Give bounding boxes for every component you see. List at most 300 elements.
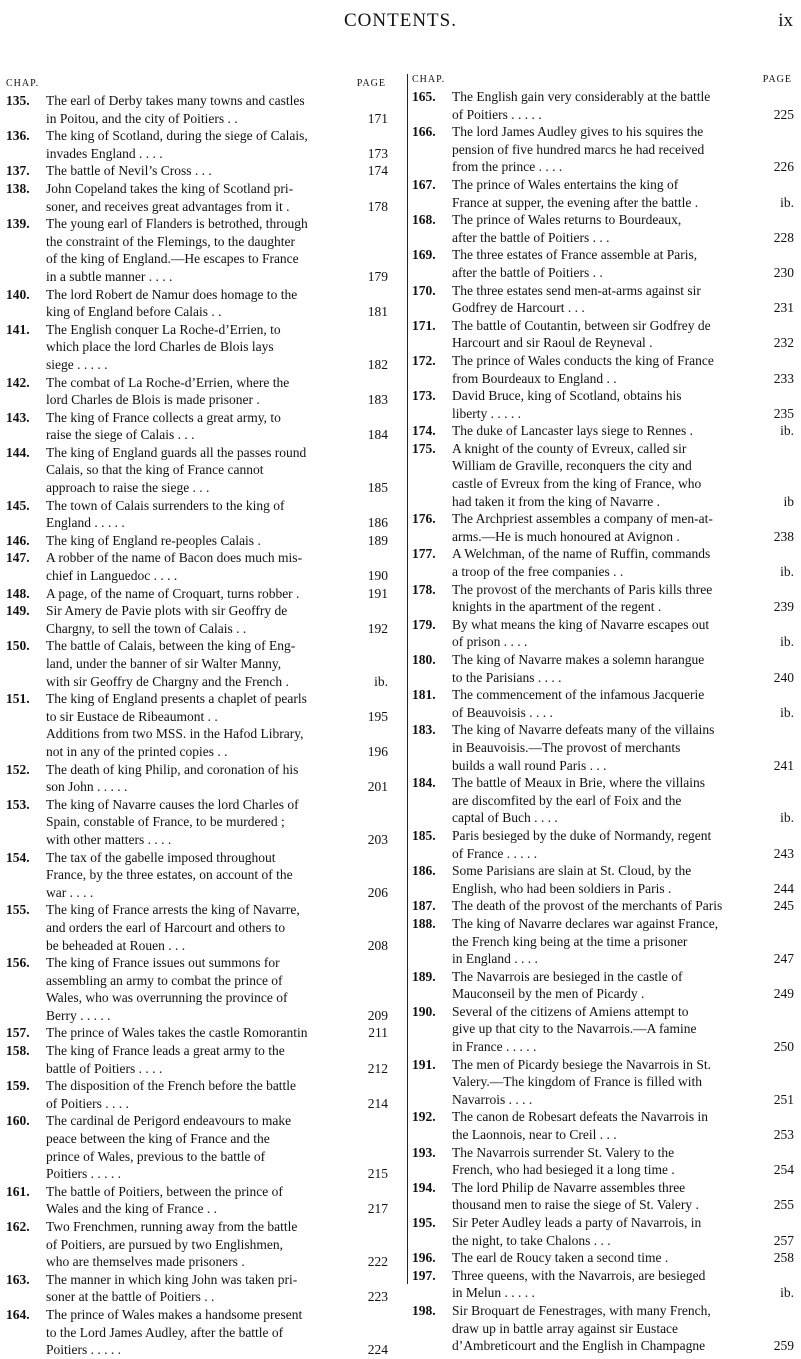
entry-page: 215	[367, 1166, 388, 1182]
entry-text: Mauconseil by the men of Picardy .	[452, 986, 645, 1002]
entry-page: 195	[367, 708, 388, 724]
entry-text: in Melun . . . . .	[452, 1285, 535, 1301]
chapter-number: 154.	[6, 849, 30, 865]
entry-page: ib.	[780, 810, 794, 826]
entry-page: 228	[773, 229, 794, 245]
entry-text: approach to raise the siege . . .	[46, 480, 210, 496]
toc-entry	[412, 862, 798, 897]
chapter-number: 179.	[412, 616, 436, 632]
entry-text: d’Ambreticourt and the English in Champagne	[452, 1338, 706, 1354]
entry-text: captal of Buch . . . .	[452, 810, 558, 826]
entry-text: prince of Wales, previous to the battle of	[46, 1148, 266, 1164]
page-header	[0, 10, 801, 40]
toc-entry	[6, 690, 392, 725]
entry-page: 222	[367, 1254, 388, 1270]
chapter-number: 184.	[412, 775, 436, 791]
entry-text: The Navarrois surrender St. Valery to the	[452, 1144, 675, 1160]
entry-page: 196	[367, 743, 388, 759]
entry-page: 257	[773, 1232, 794, 1248]
chapter-number: 185.	[412, 827, 436, 843]
toc-entry	[412, 246, 798, 281]
entry-text: The king of France collects a great army, to	[46, 409, 281, 425]
toc-entry	[412, 1108, 798, 1143]
entry-text: The town of Calais surrenders to the king of	[46, 497, 285, 513]
entry-text: Additions from two MSS. in the Hafod Library,	[46, 726, 304, 742]
entry-text: The king of France leads a great army to the	[46, 1043, 285, 1059]
chapter-number: 165.	[412, 89, 436, 104]
entry-text: of Poitiers . . . .	[46, 1095, 129, 1111]
page-label: PAGE	[762, 74, 792, 85]
chapter-number: 183.	[412, 722, 436, 738]
entry-text: thousand men to raise the siege of St. Valery .	[452, 1197, 699, 1213]
entry-page: 244	[773, 880, 794, 896]
entry-text: The prince of Wales takes the castle Romorantin	[46, 1025, 308, 1041]
toc-entry	[6, 1112, 392, 1182]
chapter-number: 167.	[412, 176, 436, 192]
toc-entry	[6, 1271, 392, 1306]
entry-text: of the king of England.—He escapes to France	[46, 251, 299, 267]
chapter-number: 197.	[412, 1267, 436, 1283]
entry-text: raise the siege of Calais . . .	[46, 427, 195, 443]
chapter-number: 140.	[6, 286, 30, 302]
entry-text: Spain, constable of France, to be murdered ;	[46, 814, 285, 830]
entry-page: 186	[367, 515, 388, 531]
chapter-number: 164.	[6, 1306, 30, 1322]
entry-page: 214	[367, 1095, 388, 1111]
entry-text: The king of England guards all the passes round	[46, 444, 307, 460]
left-column-header	[6, 78, 392, 92]
chapter-number: 143.	[6, 409, 30, 425]
toc-entry	[412, 88, 798, 123]
toc-entry	[412, 211, 798, 246]
entry-text: Chargny, to sell the town of Calais . .	[46, 620, 247, 636]
entry-text: The Navarrois are besieged in the castle of	[452, 968, 683, 984]
entry-text: from Bourdeaux to England . .	[452, 370, 617, 386]
entry-text: are discomfited by the earl of Foix and the	[452, 792, 682, 808]
entry-text: The king of Navarre declares war against France,	[452, 915, 719, 931]
entry-text: to the Parisians . . . .	[452, 669, 562, 685]
entry-text: battle of Poitiers . . . .	[46, 1060, 163, 1076]
toc-entry	[412, 317, 798, 352]
entry-text: arms.—He is much honoured at Avignon .	[452, 528, 680, 544]
entry-text: The prince of Wales returns to Bourdeaux,	[452, 212, 682, 228]
chapter-number: 137.	[6, 163, 30, 179]
left-column	[6, 78, 392, 1359]
entry-text: soner at the battle of Poitiers . .	[46, 1289, 215, 1305]
entry-page: 209	[367, 1007, 388, 1023]
entry-text: The tax of the gabelle imposed throughout	[46, 849, 276, 865]
entry-text: Poitiers . . . . .	[46, 1342, 122, 1358]
entry-page: 173	[367, 145, 388, 161]
entry-page: 231	[773, 300, 794, 316]
chapter-number: 159.	[6, 1078, 30, 1094]
toc-entry	[412, 1302, 798, 1355]
entry-text: with sir Geoffry de Chargny and the French .	[46, 673, 289, 689]
entry-text: in France . . . . .	[452, 1039, 537, 1055]
entry-text: The English conquer La Roche-d’Errien, to	[46, 321, 281, 337]
entry-text: The canon de Robesart defeats the Navarrois in	[452, 1109, 709, 1125]
page-number: ix	[778, 10, 793, 31]
entry-text: in Poitou, and the city of Poitiers . .	[46, 110, 238, 126]
entry-page: 251	[773, 1091, 794, 1107]
entry-text: The disposition of the French before the battle	[46, 1078, 297, 1094]
toc-entry	[6, 162, 392, 180]
entry-text: Harcourt and sir Raoul de Reyneval .	[452, 335, 653, 351]
entry-text: in England . . . .	[452, 951, 538, 967]
entry-text: invades England . . . .	[46, 145, 163, 161]
toc-entry	[412, 1214, 798, 1249]
entry-text: A Welchman, of the name of Ruffin, commands	[452, 546, 711, 562]
toc-entry	[6, 497, 392, 532]
chapter-number: 162.	[6, 1219, 30, 1234]
chapter-number: 194.	[412, 1179, 436, 1195]
entry-text: Two Frenchmen, running away from the battle	[46, 1219, 298, 1234]
chapter-number: 193.	[412, 1144, 436, 1160]
chapter-number: 149.	[6, 603, 30, 619]
toc-entry	[412, 440, 798, 510]
entry-text: king of England before Calais . .	[46, 304, 222, 320]
toc-entry	[6, 849, 392, 902]
entry-text: of France . . . . .	[452, 845, 538, 861]
entry-text: Wales, who was overrunning the province of	[46, 990, 288, 1006]
entry-page: 250	[773, 1039, 794, 1055]
entry-text: The prince of Wales entertains the king of	[452, 176, 679, 192]
entry-page: 223	[367, 1289, 388, 1305]
entry-text: The battle of Nevil’s Cross . . .	[46, 163, 212, 179]
chapter-number: 188.	[412, 915, 436, 931]
toc-entry	[6, 585, 392, 603]
entry-text: The prince of Wales conducts the king of France	[452, 352, 714, 368]
toc-entry	[412, 1179, 798, 1214]
chapter-number: 176.	[412, 511, 436, 527]
entry-text: of Poitiers . . . . .	[452, 106, 542, 122]
entry-page: 241	[773, 757, 794, 773]
entry-page: 245	[773, 898, 794, 914]
chapter-number: 173.	[412, 388, 436, 404]
entry-text: liberty . . . . .	[452, 405, 521, 421]
entry-page: ib.	[780, 564, 794, 580]
entry-text: from the prince . . . .	[452, 159, 563, 175]
chapter-number: 187.	[412, 898, 436, 914]
chapter-number: 168.	[412, 212, 436, 228]
entry-text: William de Graville, reconquers the city and	[452, 458, 692, 474]
toc-entry	[6, 901, 392, 954]
entry-text: to sir Eustace de Ribeaumont . .	[46, 708, 218, 724]
entry-text: Poitiers . . . . .	[46, 1166, 122, 1182]
entry-text: peace between the king of France and the	[46, 1131, 270, 1147]
entry-page: 259	[773, 1338, 794, 1354]
entry-page: 174	[367, 163, 388, 179]
entry-text: after the battle of Poitiers . . .	[452, 229, 610, 245]
entry-text: draw up in battle array against sir Eustace	[452, 1320, 679, 1336]
entry-page: 190	[367, 568, 388, 584]
entry-text: The Archpriest assembles a company of men-at-	[452, 511, 713, 527]
toc-entry	[6, 1077, 392, 1112]
chapter-number: 171.	[412, 317, 436, 333]
toc-entry	[412, 1056, 798, 1109]
toc-entry	[412, 915, 798, 968]
toc-entry	[412, 897, 798, 915]
toc-entry	[6, 637, 392, 690]
entry-text: Godfrey de Harcourt . . .	[452, 300, 585, 316]
entry-text: The prince of Wales makes a handsome present	[46, 1306, 303, 1322]
entry-text: The duke of Lancaster lays siege to Rennes .	[452, 423, 694, 439]
entry-text: Sir Peter Audley leads a party of Navarrois, in	[452, 1215, 702, 1230]
entry-text: Sir Broquart de Fenestrages, with many French,	[452, 1302, 711, 1318]
toc-entry	[412, 1249, 798, 1267]
entry-text: which place the lord Charles de Blois lays	[46, 339, 274, 355]
entry-text: not in any of the printed copies . .	[46, 743, 228, 759]
toc-entry	[6, 321, 392, 374]
chapter-number: 198.	[412, 1302, 436, 1318]
entry-page: ib	[783, 493, 794, 509]
entry-text: of Beauvoisis . . . .	[452, 704, 553, 720]
entry-text: chief in Languedoc . . . .	[46, 568, 178, 584]
entry-text: give up that city to the Navarrois.—A famine	[452, 1021, 697, 1037]
toc-entry	[6, 602, 392, 637]
entry-text: Valery.—The kingdom of France is filled with	[452, 1074, 702, 1090]
entry-text: Berry . . . . .	[46, 1007, 111, 1023]
entry-page: 239	[773, 599, 794, 615]
entry-text: The battle of Coutantin, between sir Godfrey de	[452, 317, 711, 333]
chapter-number: 156.	[6, 955, 30, 971]
entry-text: The earl of Derby takes many towns and castles	[46, 93, 305, 108]
toc-entry	[412, 282, 798, 317]
entry-text: The king of Navarre causes the lord Charles of	[46, 796, 299, 812]
entry-text: The young earl of Flanders is betrothed, through	[46, 216, 308, 232]
entry-text: The king of Navarre defeats many of the villains	[452, 722, 715, 738]
entry-text: The lord Philip de Navarre assembles three	[452, 1179, 686, 1195]
chapter-number: 147.	[6, 550, 30, 566]
chapter-number: 155.	[6, 902, 30, 918]
entry-text: The English gain very considerably at the battle	[452, 89, 711, 104]
entry-page: ib.	[780, 423, 794, 439]
chapter-number: 195.	[412, 1215, 436, 1230]
entry-page: 211	[368, 1025, 388, 1041]
entry-page: 182	[367, 356, 388, 372]
toc-entry	[6, 549, 392, 584]
page-label: PAGE	[356, 78, 386, 89]
entry-text: The king of Scotland, during the siege of Calais,	[46, 128, 308, 144]
toc-entry	[412, 968, 798, 1003]
entry-text: A knight of the county of Evreux, called sir	[452, 440, 687, 456]
toc-entry	[6, 1183, 392, 1218]
entry-page: ib.	[780, 1285, 794, 1301]
entry-text: The king of Navarre makes a solemn harangue	[452, 652, 705, 667]
chapter-number: 150.	[6, 638, 30, 654]
chapter-number: 178.	[412, 581, 436, 597]
entry-page: 189	[367, 532, 388, 548]
entry-page: 171	[367, 110, 388, 126]
entry-text: The king of France issues out summons for	[46, 955, 280, 971]
chapter-number: 158.	[6, 1043, 30, 1059]
toc-entry	[6, 532, 392, 550]
entry-page: 240	[773, 669, 794, 685]
entry-page: 254	[773, 1162, 794, 1178]
entry-text: The king of England re-peoples Calais .	[46, 532, 261, 548]
entry-text: The lord Robert de Namur does homage to the	[46, 286, 298, 302]
chapter-number: 166.	[412, 124, 436, 140]
chapter-number: 152.	[6, 761, 30, 777]
entry-text: land, under the banner of sir Walter Manny,	[46, 656, 282, 671]
entry-page: 258	[773, 1250, 794, 1266]
chapter-number: 190.	[412, 1003, 436, 1019]
entry-text: French, who had besieged it a long time .	[452, 1162, 675, 1178]
toc-entry	[6, 1218, 392, 1271]
chapter-number: 151.	[6, 691, 30, 707]
chapter-number: 141.	[6, 321, 30, 337]
entry-page: 249	[773, 986, 794, 1002]
chapter-number: 146.	[6, 532, 30, 548]
toc-entry	[6, 1024, 392, 1042]
toc-entry	[6, 1306, 392, 1359]
entry-page: 183	[367, 392, 388, 408]
entry-page: 238	[773, 528, 794, 544]
entry-text: knights in the apartment of the regent .	[452, 599, 662, 615]
chapter-number: 136.	[6, 128, 30, 144]
toc-entry	[6, 374, 392, 409]
toc-entry	[412, 827, 798, 862]
entry-text: The king of France arrests the king of Navarre,	[46, 902, 300, 918]
toc-entry	[6, 796, 392, 849]
toc-entry	[6, 409, 392, 444]
entry-text: castle of Evreux from the king of France, who	[452, 476, 702, 492]
entry-text: war . . . .	[46, 884, 94, 900]
entry-page: ib.	[780, 194, 794, 210]
entry-text: the French king being at the time a prisoner	[452, 933, 688, 949]
toc-entry	[6, 1042, 392, 1077]
entry-page: 181	[367, 304, 388, 320]
entry-text: a troop of the free companies . .	[452, 564, 624, 580]
chapter-number: 174.	[412, 423, 436, 439]
toc-entry	[412, 1003, 798, 1056]
toc-entry	[412, 616, 798, 651]
entry-text: son John . . . . .	[46, 779, 128, 795]
entry-text: The death of king Philip, and coronation of his	[46, 761, 299, 777]
chapter-number: 138.	[6, 180, 30, 196]
toc-entry	[412, 774, 798, 827]
entry-page: 247	[773, 951, 794, 967]
entry-text: Some Parisians are slain at St. Cloud, by the	[452, 863, 692, 879]
toc-entry	[6, 180, 392, 215]
entry-text: David Bruce, king of Scotland, obtains his	[452, 388, 682, 404]
right-column-header	[412, 74, 798, 88]
toc-entry	[412, 123, 798, 176]
entry-page: 253	[773, 1127, 794, 1143]
entry-page: 233	[773, 370, 794, 386]
toc-entry	[412, 510, 798, 545]
entry-page: 243	[773, 845, 794, 861]
entry-text: The king of England presents a chaplet of pearls	[46, 691, 307, 707]
entry-text: The battle of Meaux in Brie, where the villains	[452, 775, 706, 791]
toc-entry	[6, 725, 392, 760]
toc-entry	[412, 581, 798, 616]
chapter-number: 181.	[412, 687, 436, 703]
chapter-number: 170.	[412, 282, 436, 298]
entry-text: pension of five hundred marcs he had received	[452, 141, 705, 157]
entry-text: English, who had been soldiers in Paris .	[452, 880, 672, 896]
toc-entry	[6, 444, 392, 497]
toc-entry	[412, 686, 798, 721]
chapter-number: 189.	[412, 968, 436, 984]
chapter-number: 196.	[412, 1250, 436, 1266]
entry-page: 212	[367, 1060, 388, 1076]
toc-entry	[6, 92, 392, 127]
entry-text: The earl de Roucy taken a second time .	[452, 1250, 669, 1266]
chapter-number: 144.	[6, 444, 30, 460]
right-entries	[412, 88, 798, 1355]
entry-text: of Poitiers, are pursued by two Englishmen,	[46, 1236, 283, 1252]
entry-page: 235	[773, 405, 794, 421]
chapter-number: 192.	[412, 1109, 436, 1125]
entry-page: 179	[367, 268, 388, 284]
entry-text: builds a wall round Paris . . .	[452, 757, 607, 773]
entry-text: Paris besieged by the duke of Normandy, regent	[452, 827, 712, 843]
chap-label: CHAP.	[412, 74, 446, 85]
entry-text: the night, to take Chalons . . .	[452, 1232, 611, 1248]
toc-entry	[6, 215, 392, 285]
entry-text: The provost of the merchants of Paris kills three	[452, 581, 713, 597]
entry-page: 224	[367, 1342, 388, 1358]
entry-text: in Beauvoisis.—The provost of merchants	[452, 739, 681, 755]
entry-page: 226	[773, 159, 794, 175]
toc-entry	[412, 545, 798, 580]
toc-entry	[6, 127, 392, 162]
entry-page: 192	[367, 620, 388, 636]
entry-page: 191	[367, 585, 388, 601]
entry-text: the Laonnois, near to Creil . . .	[452, 1127, 617, 1143]
toc-entry	[6, 761, 392, 796]
entry-text: The combat of La Roche-d’Errien, where the	[46, 374, 290, 390]
entry-text: and orders the earl of Harcourt and others to	[46, 919, 286, 935]
entry-text: The manner in which king John was taken pri-	[46, 1271, 298, 1287]
toc-entry	[412, 721, 798, 774]
chapter-number: 172.	[412, 352, 436, 368]
entry-text: The cardinal de Perigord endeavours to make	[46, 1113, 292, 1129]
entry-text: assembling an army to combat the prince of	[46, 972, 283, 988]
entry-text: France at supper, the evening after the battle .	[452, 194, 699, 210]
chapter-number: 135.	[6, 93, 30, 108]
entry-text: had taken it from the king of Navarre .	[452, 493, 661, 509]
entry-page: ib.	[780, 634, 794, 650]
entry-text: after the battle of Poitiers . .	[452, 264, 603, 280]
entry-text: siege . . . . .	[46, 356, 108, 372]
entry-text: The commencement of the infamous Jacquerie	[452, 687, 705, 703]
entry-text: The lord James Audley gives to his squires the	[452, 124, 704, 140]
entry-page: 232	[773, 335, 794, 351]
chapter-number: 148.	[6, 585, 30, 601]
entry-text: A page, of the name of Croquart, turns robber .	[46, 585, 300, 601]
toc-entry	[412, 352, 798, 387]
toc-entry	[6, 286, 392, 321]
entry-text: Navarrois . . . .	[452, 1091, 533, 1107]
left-entries	[6, 92, 392, 1359]
entry-text: The men of Picardy besiege the Navarrois in St.	[452, 1056, 712, 1072]
chapter-number: 153.	[6, 796, 30, 812]
toc-entry	[412, 1267, 798, 1302]
entry-page: ib.	[780, 704, 794, 720]
toc-entry	[412, 651, 798, 686]
chapter-number: 157.	[6, 1025, 30, 1041]
toc-entry	[6, 954, 392, 1024]
entry-text: Sir Amery de Pavie plots with sir Geoffry de	[46, 603, 288, 619]
toc-entry	[412, 422, 798, 440]
entry-page: 178	[367, 198, 388, 214]
entry-text: John Copeland takes the king of Scotland pri-	[46, 180, 294, 196]
entry-text: The death of the provost of the merchants of Paris	[452, 898, 723, 914]
chapter-number: 186.	[412, 863, 436, 879]
entry-page: 217	[367, 1201, 388, 1217]
